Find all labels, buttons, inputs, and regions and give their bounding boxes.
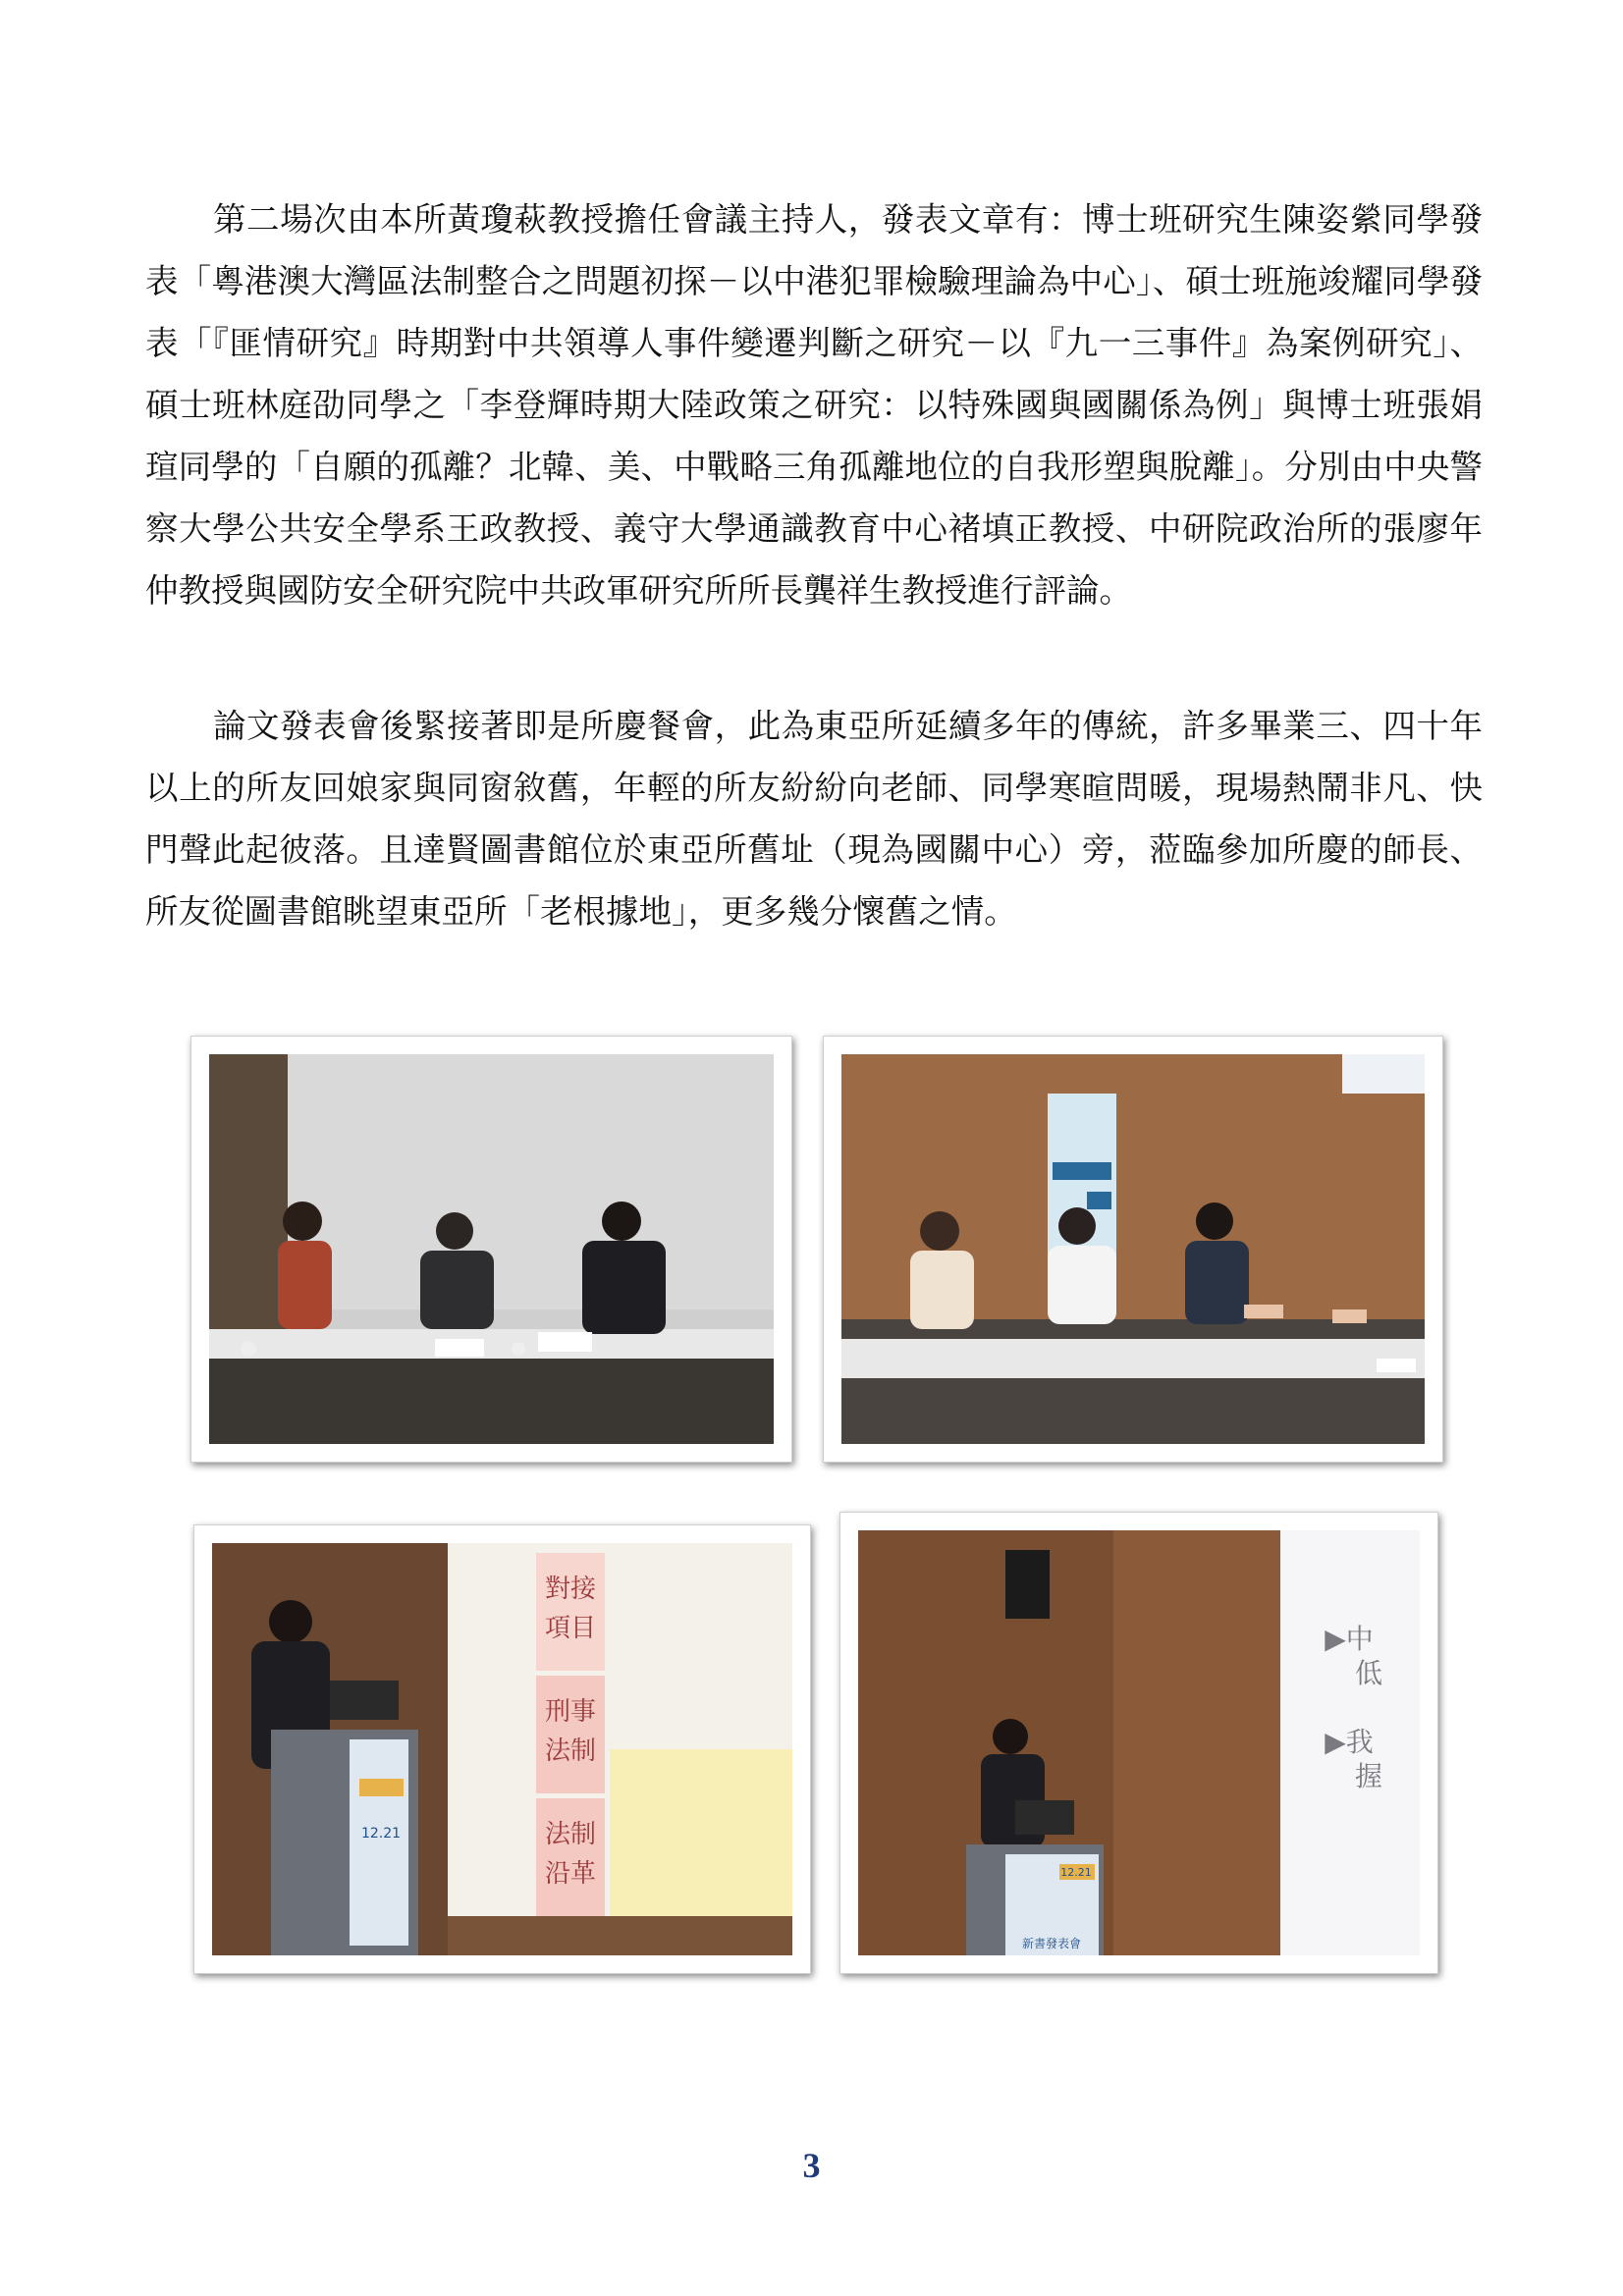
photo-1-image — [209, 1054, 774, 1444]
poster-date-1: 12.21 — [360, 1826, 402, 1842]
body-paragraph-1: 第二場次由本所黃瓊萩教授擔任會議主持人，發表文章有：博士班研究生陳姿縈同學發表「粵港澳大灣區法制整合之問題初探－以中港犯罪檢驗理論為中心」、碩士班施竣耀同學發表「『匪情研究』時期對中共領導人事件變遷判斷之研究－以『九一三事件』為案例研究」、碩士班林庭劭同學之「李登輝時期大陸政策之研究：以特殊國與國關係為例」與博士班張娟瑄同學的「自願的孤離？北韓、美、中戰略三角孤離地位的自我形塑與脫離」。分別由中央警察大學公共安全學系王政教授、義守大學通識教育中心褚填正教授、中研院政治所的張廖年仲教授與國防安全研究院中共政軍研究所所長龔祥生教授進行評論。 — [145, 200, 1483, 610]
photo-speaker-standing — [839, 1512, 1438, 1974]
screen-text-1: ▶中 — [1325, 1623, 1374, 1655]
slide-heading-6: 沿革 — [544, 1859, 597, 1889]
photo-4-image — [858, 1530, 1420, 1955]
slide-heading-1: 對接 — [544, 1575, 597, 1604]
poster-date-2: 12.21 — [1060, 1866, 1092, 1879]
slide-heading-5: 法制 — [544, 1820, 597, 1849]
photo-3-image — [212, 1543, 792, 1955]
slide-heading-3: 刑事 — [544, 1697, 597, 1727]
slide-heading-2: 項目 — [544, 1614, 597, 1643]
photo-panel-discussion-1 — [190, 1036, 792, 1463]
body-paragraph-2: 論文發表會後緊接著即是所慶餐會，此為東亞所延續多年的傳統，許多畢業三、四十年以上的所友回娘家與同窗敘舊，年輕的所友紛紛向老師、同學寒暄問暖，現場熱鬧非凡、快門聲此起彼落。且達賢圖書館位於東亞所舊址（現為國關中心）旁，蒞臨參加所慶的師長、所友從圖書館眺望東亞所「老根據地」，更多幾分懷舊之情。 — [145, 707, 1483, 931]
screen-text-3: ▶我 — [1325, 1726, 1374, 1758]
screen-text-4: 握 — [1354, 1760, 1383, 1792]
slide-heading-4: 法制 — [544, 1736, 597, 1766]
screen-text-2: 低 — [1354, 1657, 1383, 1689]
poster-title: 新書發表會 — [1021, 1937, 1082, 1950]
photo-2-image — [841, 1054, 1425, 1444]
photo-speaker-presentation — [193, 1524, 811, 1974]
photo-panel-discussion-2 — [823, 1036, 1443, 1463]
page-number: 3 — [802, 2146, 821, 2185]
